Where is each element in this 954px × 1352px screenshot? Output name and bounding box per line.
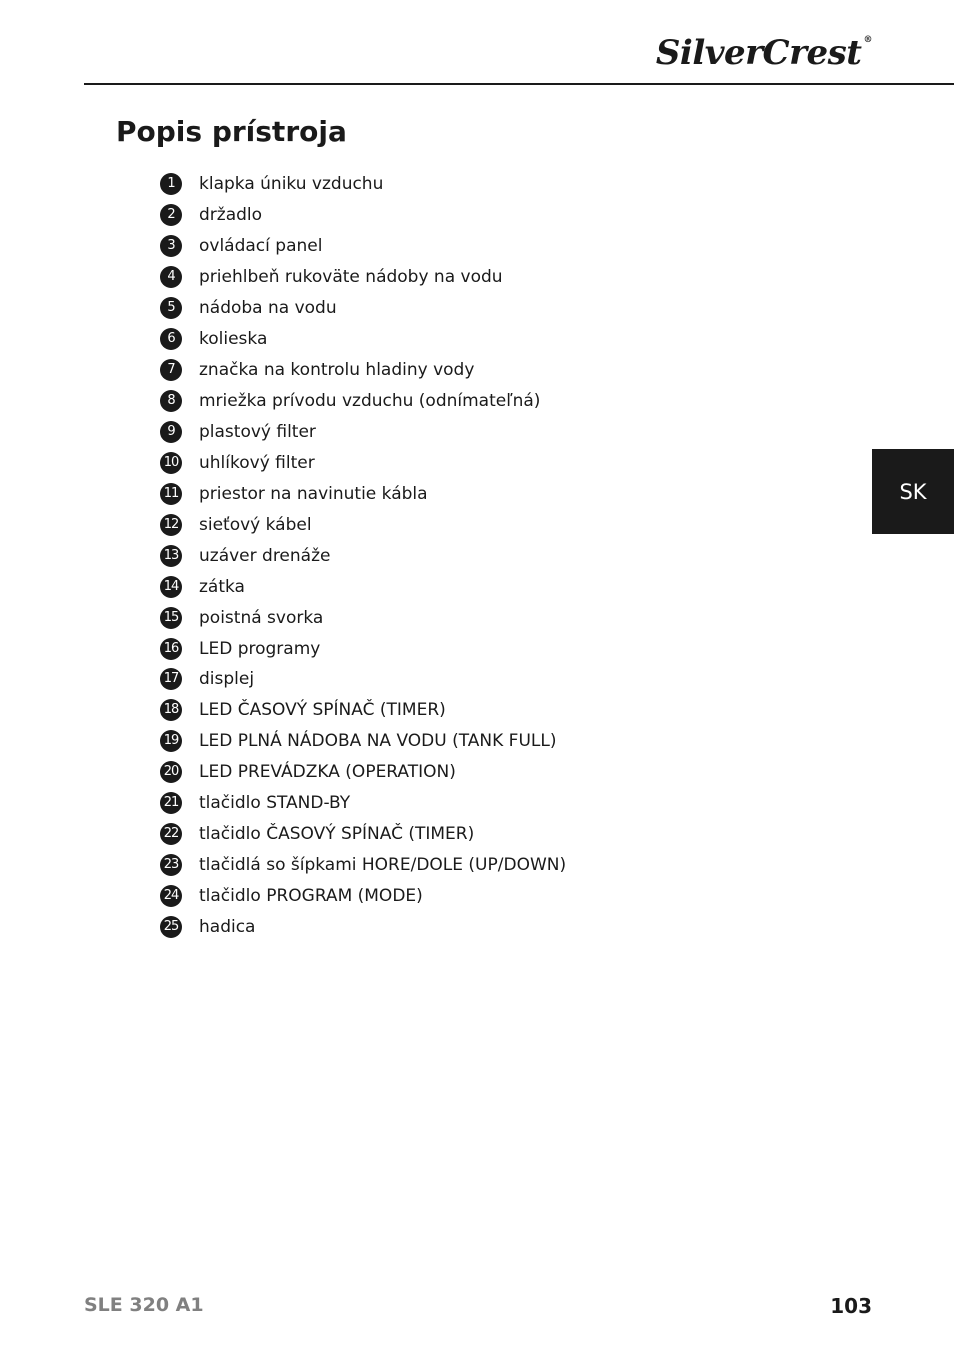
part-number-badge: 22 — [160, 823, 182, 845]
part-number-badge: 14 — [160, 576, 182, 598]
part-label: ovládací panel — [199, 236, 323, 257]
part-number-badge: 15 — [160, 607, 182, 629]
part-label: tlačidlá so šípkami HORE/DOLE (UP/DOWN) — [199, 855, 567, 876]
part-number-badge: 13 — [160, 545, 182, 567]
part-label: mriežka prívodu vzduchu (odnímateľná) — [199, 391, 541, 412]
part-label: hadica — [199, 916, 256, 937]
part-label: klapka úniku vzduchu — [199, 174, 384, 195]
part-number-badge: 12 — [160, 514, 182, 536]
list-item — [160, 324, 566, 355]
list-item — [160, 293, 566, 324]
part-number-badge: 10 — [160, 452, 182, 474]
part-number-badge: 7 — [160, 359, 182, 381]
list-item — [160, 850, 566, 881]
part-number-badge: 24 — [160, 885, 182, 907]
list-item — [160, 633, 566, 664]
part-number-badge: 20 — [160, 761, 182, 783]
part-label: držadlo — [199, 205, 263, 226]
part-label: nádoba na vodu — [199, 298, 337, 319]
part-label: zátka — [199, 576, 245, 597]
part-number-badge: 2 — [160, 204, 182, 226]
part-label: priehlbeň rukoväte nádoby na vodu — [199, 267, 503, 288]
list-item — [160, 664, 566, 695]
list-item — [160, 355, 566, 386]
list-item — [160, 262, 566, 293]
part-number-badge: 1 — [160, 173, 182, 195]
list-item — [160, 478, 566, 509]
part-label: tlačidlo STAND-BY — [199, 793, 351, 814]
part-label: značka na kontrolu hladiny vody — [199, 360, 475, 381]
list-item — [160, 602, 566, 633]
list-item — [160, 417, 566, 448]
part-label: LED PREVÁDZKA (OPERATION) — [199, 762, 456, 783]
part-label: displej — [199, 669, 255, 690]
part-number-badge: 5 — [160, 297, 182, 319]
part-number-badge: 8 — [160, 390, 182, 412]
list-item — [160, 509, 566, 540]
part-label: sieťový kábel — [199, 514, 312, 535]
list-item — [160, 386, 566, 417]
list-item — [160, 571, 566, 602]
page-title: Popis prístroja — [116, 115, 347, 148]
part-label: plastový filter — [199, 421, 316, 442]
list-item — [160, 540, 566, 571]
header-divider — [84, 83, 954, 85]
part-label: LED ČASOVÝ SPÍNAČ (TIMER) — [199, 700, 446, 721]
part-number-badge: 9 — [160, 421, 182, 443]
list-item — [160, 912, 566, 943]
part-label: poistná svorka — [199, 607, 324, 628]
footer-model: SLE 320 A1 — [84, 1294, 204, 1316]
part-number-badge: 3 — [160, 235, 182, 257]
list-item — [160, 788, 566, 819]
parts-list — [160, 169, 566, 942]
part-number-badge: 21 — [160, 792, 182, 814]
language-tab: SK — [872, 449, 954, 534]
part-number-badge: 18 — [160, 699, 182, 721]
part-label: LED programy — [199, 638, 321, 659]
list-item — [160, 169, 566, 200]
part-number-badge: 6 — [160, 328, 182, 350]
part-number-badge: 19 — [160, 730, 182, 752]
list-item — [160, 726, 566, 757]
part-label: tlačidlo PROGRAM (MODE) — [199, 886, 423, 907]
list-item — [160, 819, 566, 850]
part-label: tlačidlo ČASOVÝ SPÍNAČ (TIMER) — [199, 824, 475, 845]
part-label: uhlíkový filter — [199, 452, 315, 473]
part-number-badge: 25 — [160, 916, 182, 938]
part-label: kolieska — [199, 329, 268, 350]
brand-logo — [655, 33, 872, 73]
list-item — [160, 200, 566, 231]
brand-name: SilverCrest — [655, 33, 862, 73]
part-number-badge: 23 — [160, 854, 182, 876]
list-item — [160, 695, 566, 726]
part-number-badge: 17 — [160, 668, 182, 690]
part-label: uzáver drenáže — [199, 545, 331, 566]
part-number-badge: 4 — [160, 266, 182, 288]
list-item — [160, 447, 566, 478]
part-label: priestor na navinutie kábla — [199, 483, 428, 504]
footer-page-number: 103 — [830, 1294, 872, 1318]
part-number-badge: 11 — [160, 483, 182, 505]
registered-mark: ® — [863, 35, 872, 45]
list-item — [160, 757, 566, 788]
part-label: LED PLNÁ NÁDOBA NA VODU (TANK FULL) — [199, 731, 557, 752]
list-item — [160, 881, 566, 912]
part-number-badge: 16 — [160, 638, 182, 660]
list-item — [160, 231, 566, 262]
